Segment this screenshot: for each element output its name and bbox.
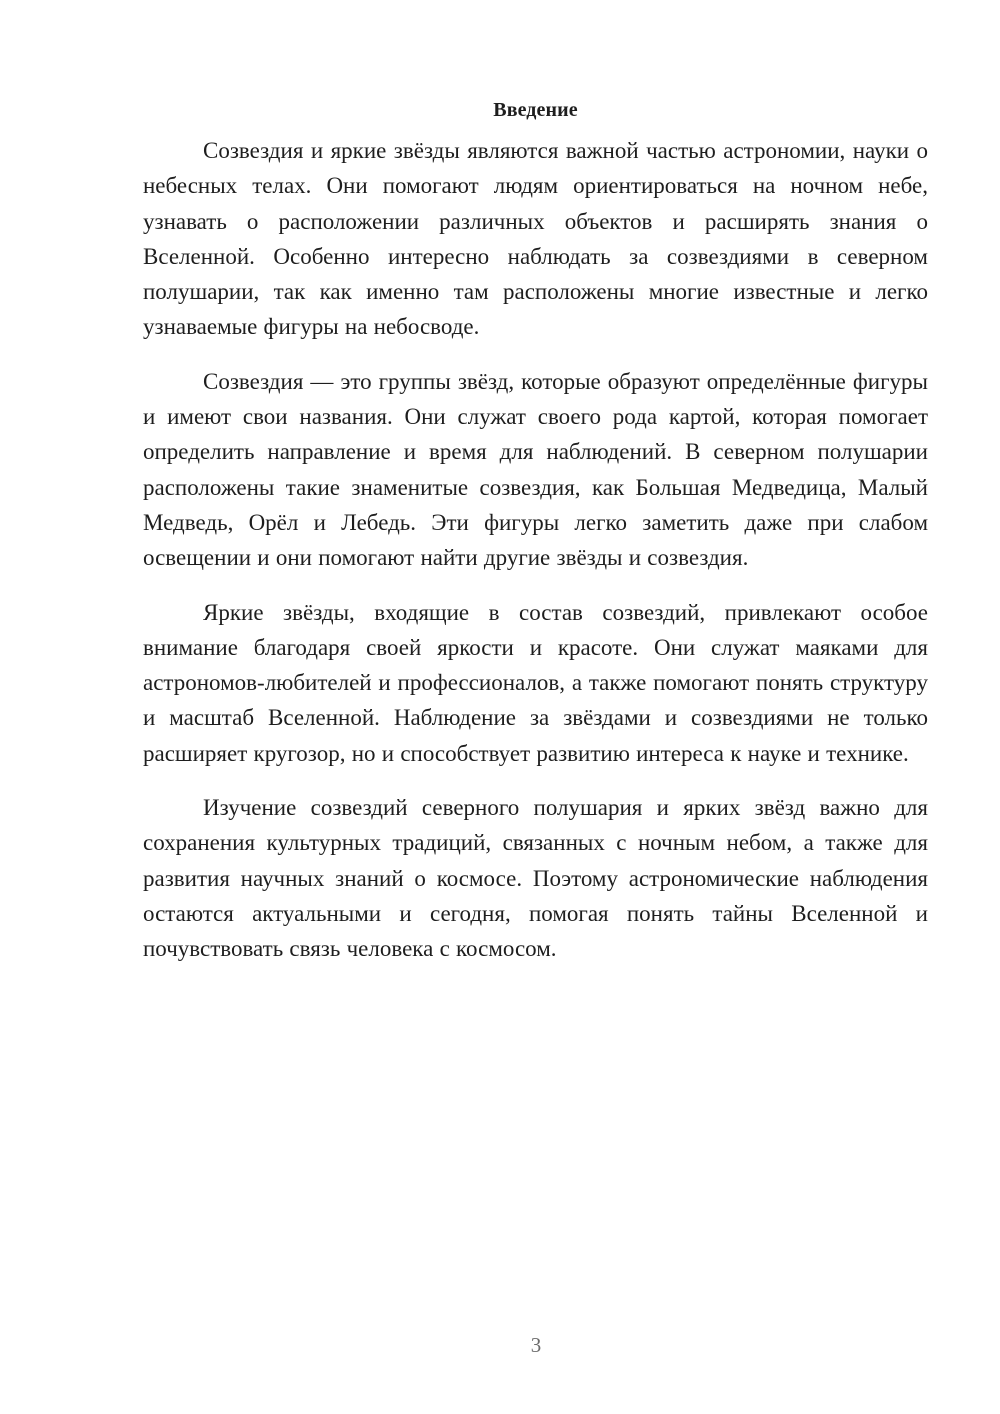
paragraph-3: Яркие звёзды, входящие в состав созвездий, привлекают особое внимание благодаря своей яркости и красоте. Они служат маяками для астрономов-любителей и профессионалов, а также помогают понять структуру и масштаб Вселенной. Наблюдение за звёздами и созвездиями не только расширяет кругозор, но и способствует развитию интереса к науке и технике. [143,599,928,766]
paragraph-1: Созвездия и яркие звёзды являются важной частью астрономии, науки о небесных телах. Они помогают людям ориентироваться на ночном небе, узнавать о расположении различных объектов и расширять знания о Вселенной. Особенно интересно наблюдать за созвездиями в северном полушарии, так как именно там расположены многие известные и легко узнаваемые фигуры на небосводе. [143,138,928,340]
section-heading: Введение [493,99,578,121]
paragraph-4: Изучение созвездий северного полушария и ярких звёзд важно для сохранения культурных традиций, связанных с ночным небом, а также для развития научных знаний о космосе. Поэтому астрономические наблюдения остаются актуальными и сегодня, помогая понять тайны Вселенной и почувствовать связь человека с космосом. [143,795,928,962]
page-number: 3 [530,1333,542,1357]
page-content [143,94,928,967]
paragraph-2: Созвездия — это группы звёзд, которые образуют определённые фигуры и имеют свои названия. Они служат своего рода картой, которая помогает определить направление и время для наблюдений. В северном полушарии расположены такие знаменитые созвездия, как Большая Медведица, Малый Медведь, Орёл и Лебедь. Эти фигуры легко заметить даже при слабом освещении и они помогают найти другие звёзды и созвездия. [143,368,928,571]
